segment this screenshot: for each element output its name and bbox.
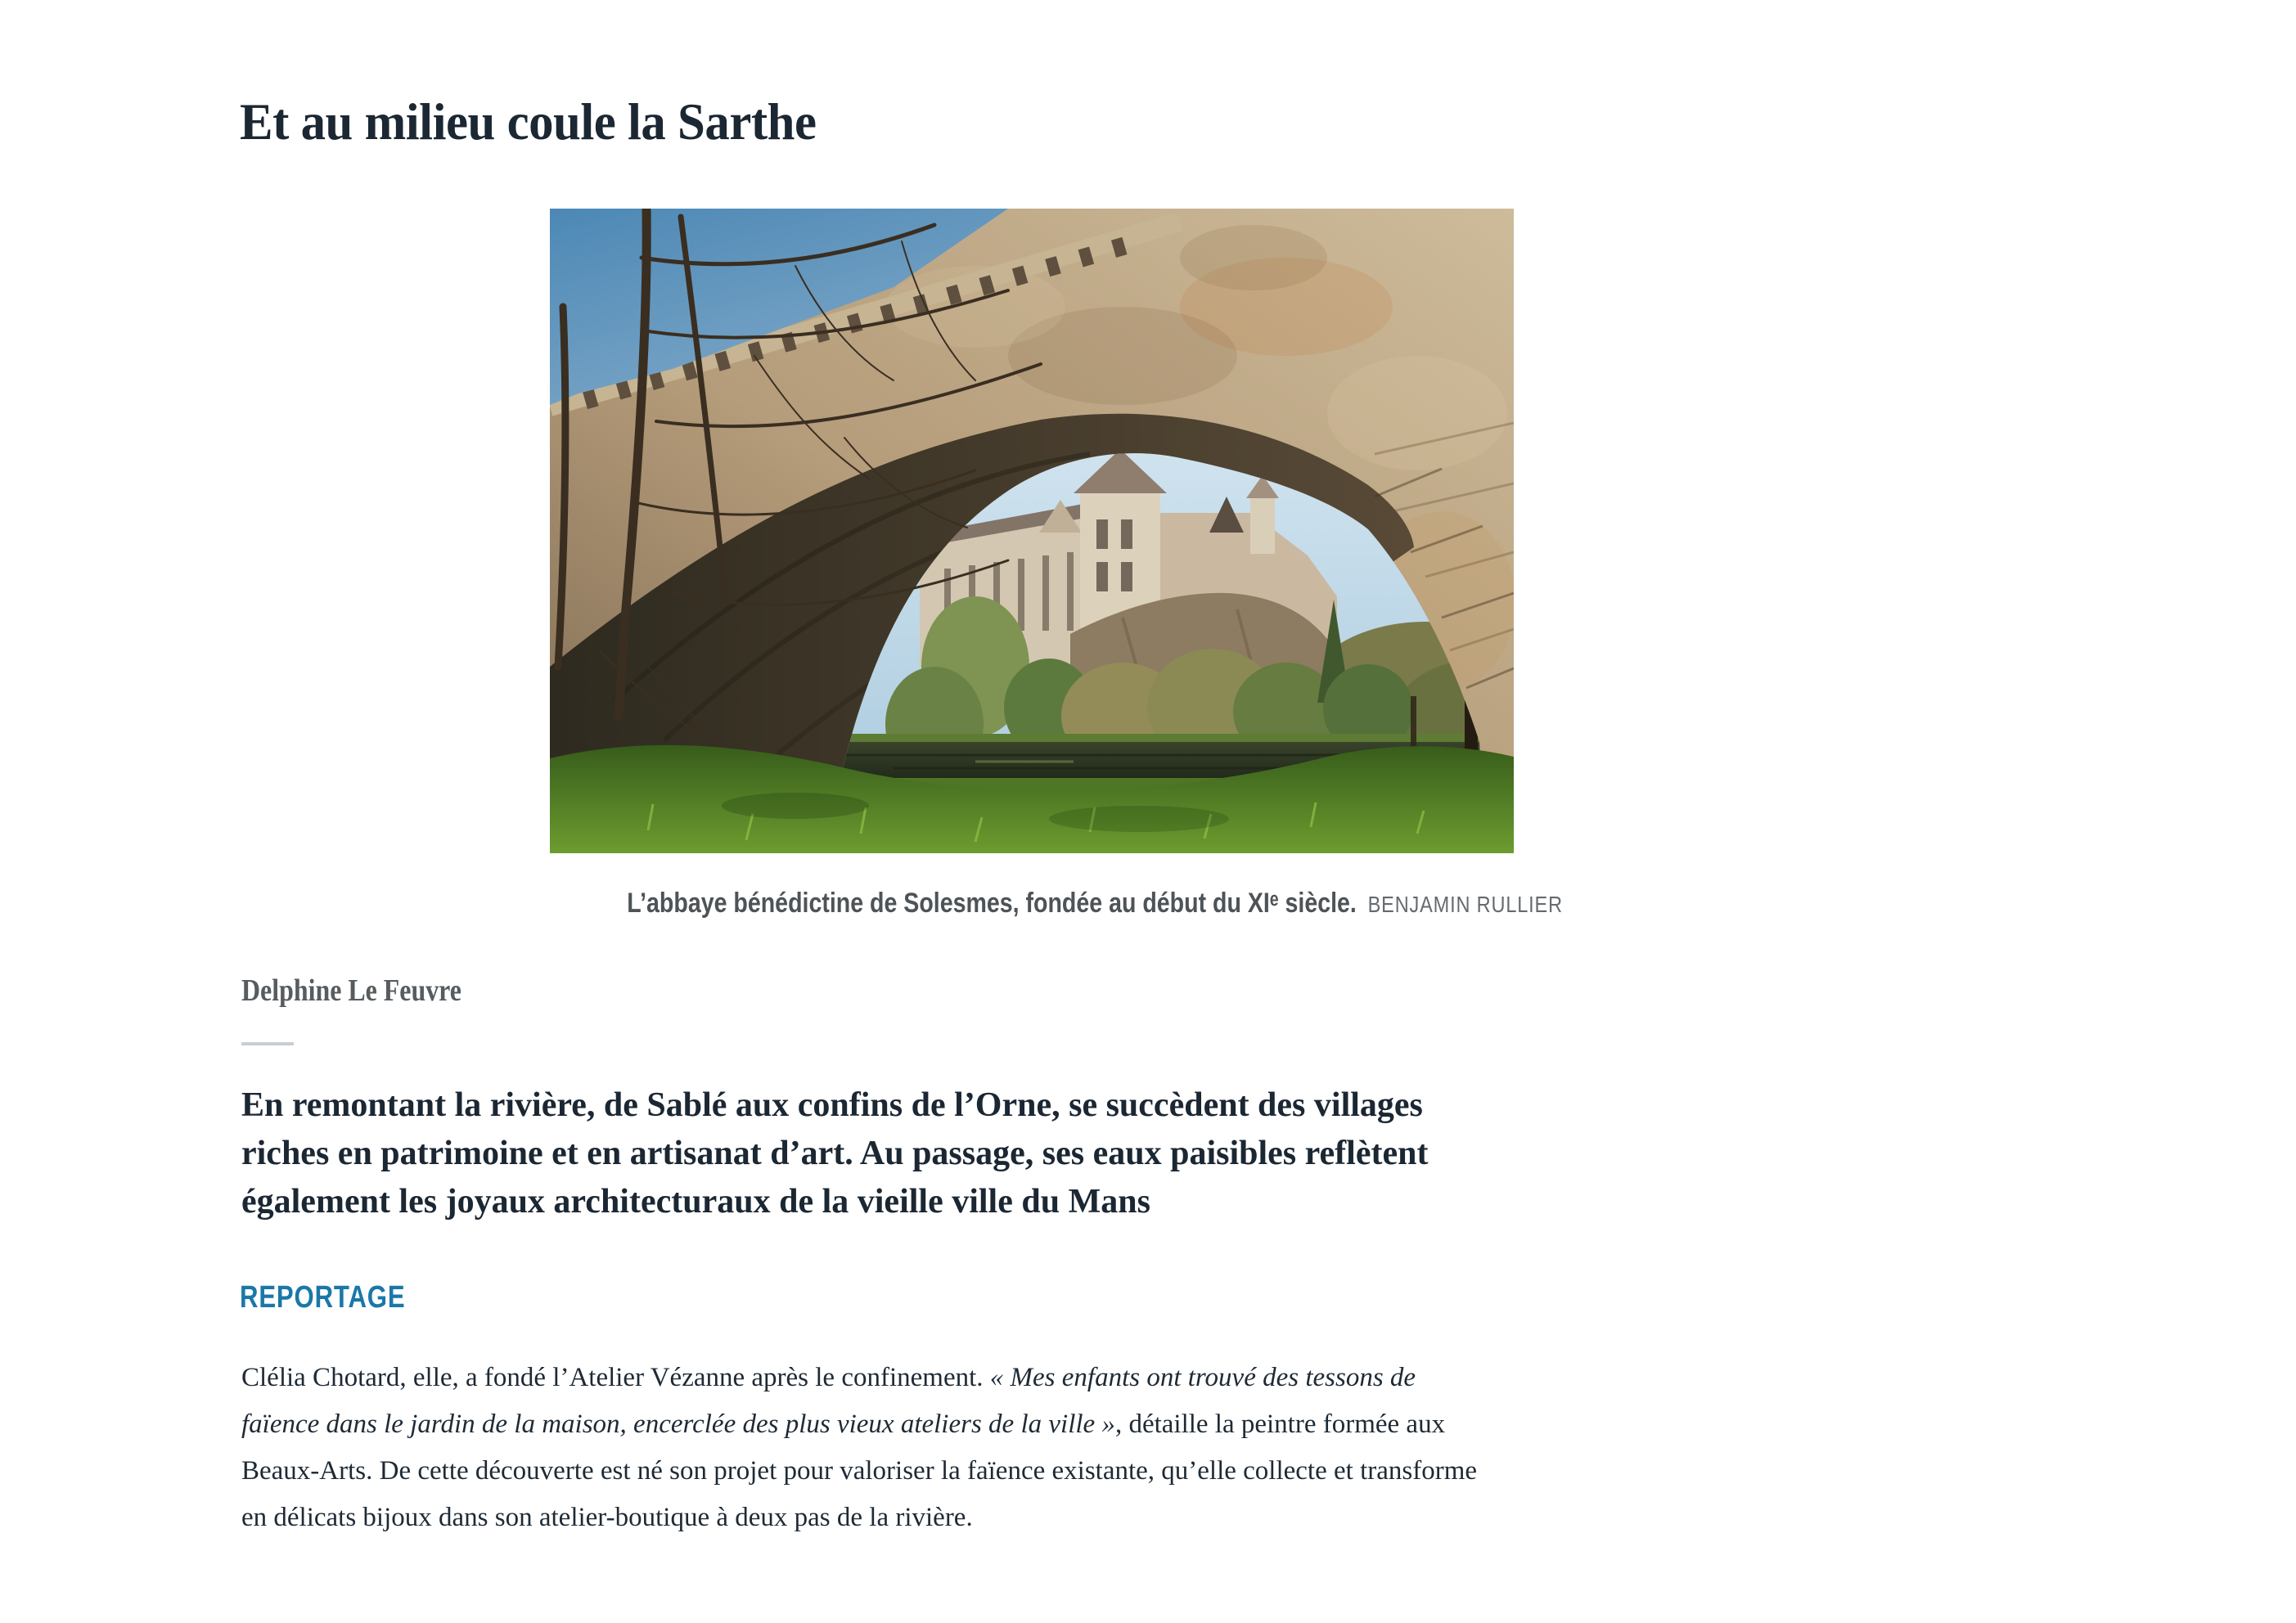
body-segment-quote: faïence dans le jardin de la maison, encerclée des plus vieux ateliers de la ville » (241, 1409, 1115, 1439)
body-segment-quote: « Mes enfants ont trouvé des tessons de (989, 1363, 1416, 1392)
body-line (241, 1401, 1477, 1448)
lede-line: également les joyaux architecturaux de la vieille ville du Mans (241, 1183, 1150, 1221)
body-line (241, 1355, 1477, 1401)
body-segment: en délicats bijoux dans son atelier-boutique à deux pas de la rivière. (241, 1503, 973, 1532)
body-segment: , détaille la peintre formée aux (1114, 1409, 1446, 1439)
photo-caption (627, 886, 1563, 926)
byline-divider (241, 1042, 294, 1045)
photo-caption-text: L’abbaye bénédictine de Solesmes, fondée au début du XIᵉ siècle. (627, 888, 1357, 919)
article-title: Et au milieu coule la Sarthe (240, 92, 817, 151)
article-photo (550, 209, 1563, 919)
photo-credit: BENJAMIN RULLIER (1367, 892, 1563, 917)
lede-line: En remontant la rivière, de Sablé aux confins de l’Orne, se succèdent des villages (241, 1086, 1423, 1124)
bridge-abbey-photo-illustration (550, 209, 1514, 853)
body-line (241, 1448, 1477, 1495)
lede-line: riches en patrimoine et en artisanat d’art. Au passage, ses eaux paisibles reflètent (241, 1135, 1429, 1172)
body-segment: Clélia Chotard, elle, a fondé l’Atelier Vézanne après le confinement. (241, 1363, 990, 1392)
section-kicker: REPORTAGE (240, 1280, 406, 1315)
article-lede (241, 1081, 1428, 1226)
body-segment: Beaux-Arts. De cette découverte est né son projet pour valoriser la faïence existante, qu’elle collecte et transforme (241, 1456, 1478, 1486)
body-line (241, 1495, 1477, 1541)
author-byline: Delphine Le Feuvre (241, 973, 461, 1008)
article-body (241, 1355, 1477, 1541)
